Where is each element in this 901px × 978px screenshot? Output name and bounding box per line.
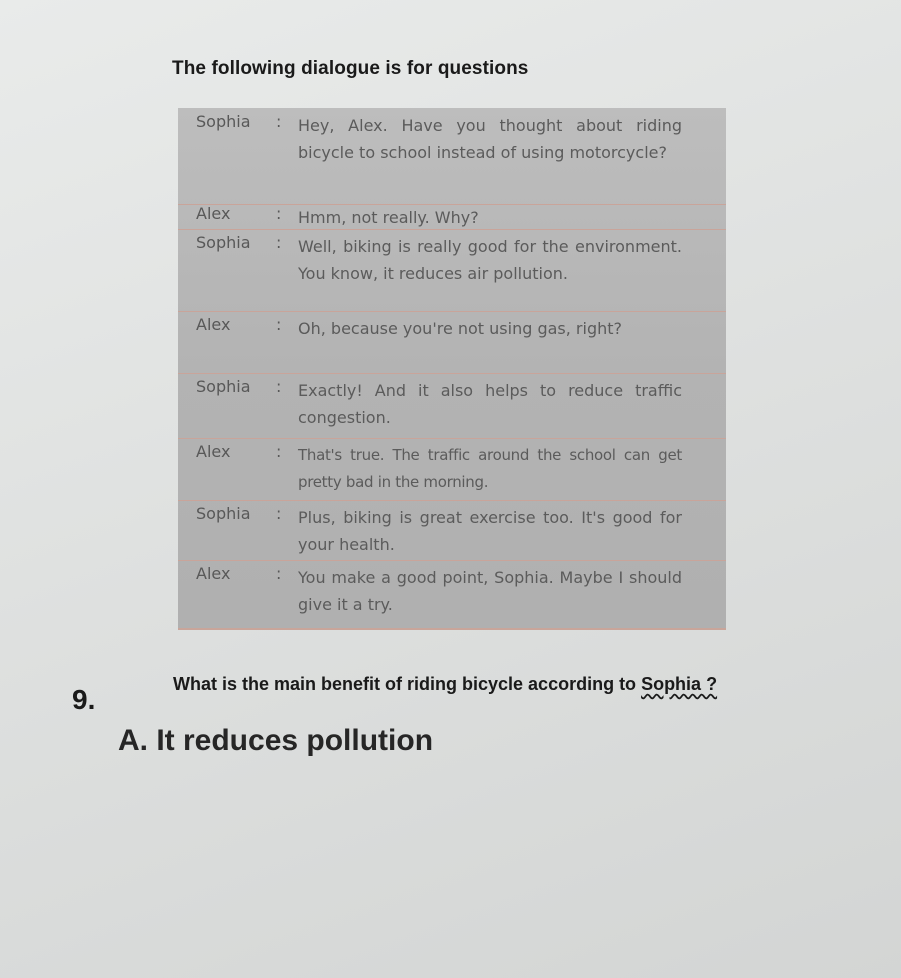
dialogue-line: You make a good point, Sophia. Maybe I should give it a try. <box>298 568 682 614</box>
speaker-name: Alex <box>196 315 231 334</box>
speaker-name: Sophia <box>196 377 251 396</box>
speaker-separator: : <box>276 204 282 223</box>
speaker-name: Sophia <box>196 233 251 252</box>
question-name-underlined: Sophia ? <box>641 674 718 694</box>
speaker-separator: : <box>276 504 282 523</box>
speaker-name: Alex <box>196 564 231 583</box>
dialogue-line: Hmm, not really. Why? <box>298 208 479 227</box>
question-number: 9. <box>72 684 96 715</box>
speaker-separator: : <box>276 315 282 334</box>
dialogue-row <box>178 500 726 561</box>
question-text <box>173 674 717 695</box>
question-prompt: What is the main benefit of riding bicycle according to <box>173 674 642 694</box>
speaker-separator: : <box>276 377 282 396</box>
dialogue-row <box>178 229 726 312</box>
dialogue-line: Hey, Alex. Have you thought about riding bicycle to school instead of using motorcycle? <box>298 116 682 162</box>
speaker-separator: : <box>276 112 282 131</box>
speaker-name: Alex <box>196 204 231 223</box>
answer-option-a[interactable]: A. It reduces pollution <box>118 724 434 757</box>
dialogue-row <box>178 438 726 501</box>
dialogue-line: Oh, because you're not using gas, right? <box>298 319 623 338</box>
dialogue-row <box>178 204 726 230</box>
dialogue-line: Plus, biking is great exercise too. It's good for your health. <box>298 508 682 554</box>
dialogue-row <box>178 560 726 628</box>
speaker-separator: : <box>276 233 282 252</box>
dialogue-row <box>178 373 726 439</box>
speaker-name: Sophia <box>196 112 251 131</box>
dialogue-row <box>178 311 726 374</box>
speaker-name: Alex <box>196 442 231 461</box>
speaker-name: Sophia <box>196 504 251 523</box>
dialogue-heading: The following dialogue is for questions <box>172 58 529 79</box>
dialogue-row <box>178 108 726 205</box>
speaker-separator: : <box>276 442 282 461</box>
dialogue-line: That's true. The traffic around the school can get pretty bad in the morning. <box>298 446 682 491</box>
dialogue-line: Exactly! And it also helps to reduce traffic congestion. <box>298 381 682 427</box>
dialogue-line: Well, biking is really good for the environment. You know, it reduces air pollution. <box>298 237 682 283</box>
speaker-separator: : <box>276 564 282 583</box>
dialogue-table <box>178 108 726 630</box>
